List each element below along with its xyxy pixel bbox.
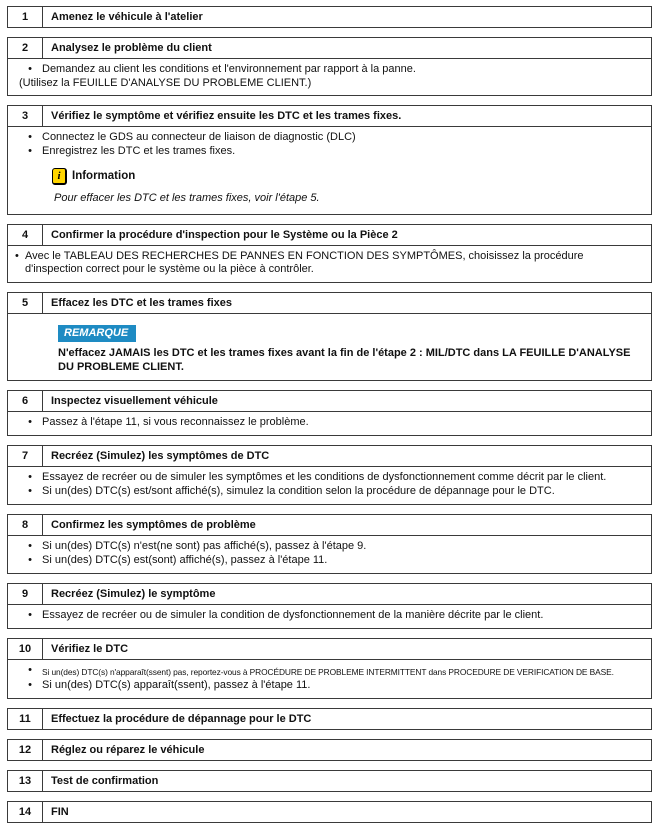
step-header bbox=[8, 771, 651, 791]
step-header bbox=[8, 293, 651, 314]
step-header bbox=[8, 106, 651, 127]
bullet-item bbox=[18, 609, 643, 622]
remarque-block bbox=[58, 325, 643, 374]
bullet-item bbox=[18, 554, 643, 567]
step-title: Effacez les DTC et les trames fixes bbox=[51, 297, 232, 309]
bullet-text: Essayez de recréer ou de simuler la condition de dysfonctionnement de la manière décrite par le client. bbox=[42, 609, 544, 621]
bullet-icon: • bbox=[28, 540, 32, 552]
step-header bbox=[8, 639, 651, 660]
step-title: Amenez le véhicule à l'atelier bbox=[51, 11, 203, 23]
step-body bbox=[8, 59, 651, 95]
step-body bbox=[8, 660, 651, 698]
step-box-6 bbox=[7, 390, 652, 436]
step-header bbox=[8, 584, 651, 605]
bullet-item bbox=[18, 485, 643, 498]
step-number: 12 bbox=[8, 740, 43, 760]
step-box-10 bbox=[7, 638, 652, 699]
bullet-item bbox=[18, 131, 643, 144]
step-box-2 bbox=[7, 37, 652, 96]
bullet-icon: • bbox=[28, 131, 32, 143]
step-number: 5 bbox=[8, 293, 43, 313]
step-number: 11 bbox=[8, 709, 43, 729]
step-title: Confirmez les symptômes de problème bbox=[51, 519, 256, 531]
step-number: 4 bbox=[8, 225, 43, 245]
step-body bbox=[8, 605, 651, 628]
bullet-item bbox=[18, 664, 643, 678]
step-body bbox=[8, 412, 651, 435]
bullet-item bbox=[18, 63, 643, 76]
remarque-badge: REMARQUE bbox=[58, 325, 136, 342]
step-box-7 bbox=[7, 445, 652, 505]
step-box-11 bbox=[7, 708, 652, 730]
bullet-icon: • bbox=[28, 416, 32, 428]
information-header bbox=[52, 168, 643, 185]
step-header bbox=[8, 7, 651, 27]
remarque-text: N'effacez JAMAIS les DTC et les trames fixes avant la fin de l'étape 2 : MIL/DTC dans LA FEUILLE D'ANALYSE DU PROBLEME CLIENT. bbox=[58, 347, 631, 373]
step-header bbox=[8, 802, 651, 822]
step-header bbox=[8, 446, 651, 467]
bullet-icon: • bbox=[28, 609, 32, 621]
step-number: 6 bbox=[8, 391, 43, 411]
step-box-3 bbox=[7, 105, 652, 215]
bullet-icon: • bbox=[28, 63, 32, 75]
step-header bbox=[8, 515, 651, 536]
step-body bbox=[8, 467, 651, 504]
bullet-text: Si un(des) DTC(s) n'est(ne sont) pas affiché(s), passez à l'étape 9. bbox=[42, 540, 367, 552]
step-body bbox=[8, 314, 651, 380]
bullet-item bbox=[18, 416, 643, 429]
bullet-text: Demandez au client les conditions et l'environnement par rapport à la panne. bbox=[42, 63, 416, 75]
information-text: Pour effacer les DTC et les trames fixes, voir l'étape 5. bbox=[54, 192, 320, 204]
step-box-9 bbox=[7, 583, 652, 629]
bullet-text: Passez à l'étape 11, si vous reconnaissez le problème. bbox=[42, 416, 309, 428]
step-title: Confirmer la procédure d'inspection pour le Système ou la Pièce 2 bbox=[51, 229, 398, 241]
step-box-4 bbox=[7, 224, 652, 283]
step-box-12 bbox=[7, 739, 652, 761]
note-line: (Utilisez la FEUILLE D'ANALYSE DU PROBLEME CLIENT.) bbox=[19, 77, 312, 89]
step-title: Recréez (Simulez) le symptôme bbox=[51, 588, 216, 600]
step-number: 9 bbox=[8, 584, 43, 604]
step-title: FIN bbox=[51, 806, 69, 818]
bullet-item bbox=[18, 540, 643, 553]
step-box-14 bbox=[7, 801, 652, 823]
step-body bbox=[8, 246, 651, 282]
bullet-icon: • bbox=[28, 485, 32, 497]
bullet-icon: • bbox=[28, 145, 32, 157]
bullet-text: Enregistrez les DTC et les trames fixes. bbox=[42, 145, 236, 157]
bullet-text: Si un(des) DTC(s) est/sont affiché(s), simulez la condition selon la procédure de dépannage pour le DTC. bbox=[42, 485, 555, 497]
step-title: Réglez ou réparez le véhicule bbox=[51, 744, 205, 756]
step-title: Vérifiez le symptôme et vérifiez ensuite les DTC et les trames fixes. bbox=[51, 110, 402, 122]
step-title: Vérifiez le DTC bbox=[51, 643, 129, 655]
step-box-8 bbox=[7, 514, 652, 574]
step-number: 10 bbox=[8, 639, 43, 659]
bullet-icon: • bbox=[15, 250, 19, 262]
step-title: Analysez le problème du client bbox=[51, 42, 212, 54]
bullet-text: Si un(des) DTC(s) n'apparaît(ssent) pas, reportez-vous à PROCÉDURE DE PROBLEME INTERMITTENT dans PROCEDURE DE VERIFICATION DE BASE. bbox=[42, 667, 614, 677]
bullet-text: Si un(des) DTC(s) est(sont) affiché(s), passez à l'étape 11. bbox=[42, 554, 328, 566]
information-title: Information bbox=[72, 170, 136, 182]
step-number: 1 bbox=[8, 7, 43, 27]
information-block bbox=[52, 168, 643, 207]
step-header bbox=[8, 38, 651, 59]
bullet-text: Avec le TABLEAU DES RECHERCHES DE PANNES EN FONCTION DES SYMPTÔMES, choisissez la procédure d'inspection correct pour le système ou la pièce à contrôler. bbox=[25, 250, 584, 275]
step-number: 3 bbox=[8, 106, 43, 126]
step-title: Recréez (Simulez) les symptômes de DTC bbox=[51, 450, 270, 462]
step-number: 2 bbox=[8, 38, 43, 58]
step-box-5 bbox=[7, 292, 652, 381]
information-icon: i bbox=[52, 168, 67, 185]
bullet-text: Connectez le GDS au connecteur de liaison de diagnostic (DLC) bbox=[42, 131, 356, 143]
step-header bbox=[8, 391, 651, 412]
step-box-1 bbox=[7, 6, 652, 28]
bullet-icon: • bbox=[28, 679, 32, 691]
step-number: 14 bbox=[8, 802, 43, 822]
step-title: Inspectez visuellement véhicule bbox=[51, 395, 218, 407]
step-number: 8 bbox=[8, 515, 43, 535]
step-header bbox=[8, 225, 651, 246]
step-box-13 bbox=[7, 770, 652, 792]
step-header bbox=[8, 740, 651, 760]
step-title: Effectuez la procédure de dépannage pour le DTC bbox=[51, 713, 312, 725]
bullet-icon: • bbox=[28, 471, 32, 483]
step-title: Test de confirmation bbox=[51, 775, 159, 787]
step-number: 13 bbox=[8, 771, 43, 791]
step-body bbox=[8, 127, 651, 214]
bullet-item bbox=[12, 250, 643, 276]
bullet-icon: • bbox=[28, 664, 32, 676]
step-number: 7 bbox=[8, 446, 43, 466]
bullet-icon: • bbox=[28, 554, 32, 566]
bullet-item bbox=[18, 145, 643, 158]
bullet-item bbox=[18, 679, 643, 692]
step-header bbox=[8, 709, 651, 729]
bullet-item bbox=[18, 471, 643, 484]
bullet-text: Si un(des) DTC(s) apparaît(ssent), passez à l'étape 11. bbox=[42, 679, 311, 691]
bullet-text: Essayez de recréer ou de simuler les symptômes et les conditions de dysfonctionnement comme décrit par le client. bbox=[42, 471, 607, 483]
step-body bbox=[8, 536, 651, 573]
